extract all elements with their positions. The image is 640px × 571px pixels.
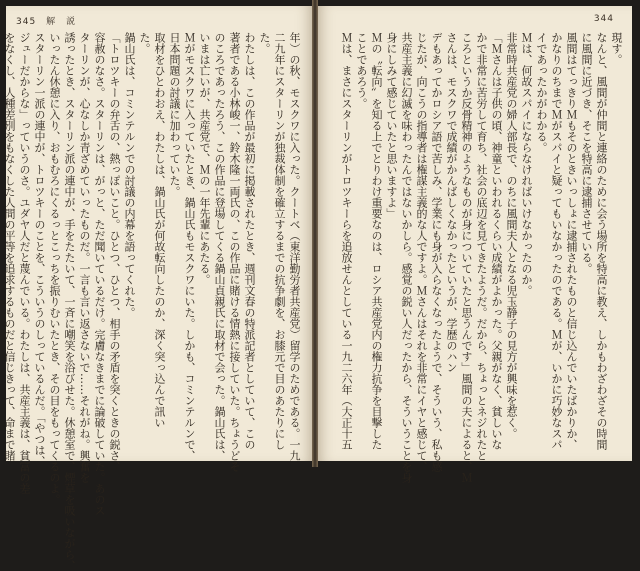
- text-column: Ｍの〝転向〟を知る上でとりわけ重要なのは、ロシア共産党内の権力抗争を目撃した: [370, 32, 383, 450]
- text-column: ジューだからな」っていうのさ。ユダヤ人だと蔑んでいる。わたしは、共産主義は、貧富の差: [18, 32, 31, 494]
- text-column: た。: [258, 32, 271, 54]
- text-column: ことであろう。: [355, 32, 368, 109]
- text-column: Ｍがモスクワに入っていたとき、鍋山氏もモスクワにいた。しかも、コミンテルンで、: [183, 32, 196, 461]
- text-column: 「Ｍさんは子供の頃、神童といわれるくらい成績がよかった。父親がなく、貧しいな: [490, 32, 503, 450]
- text-column: をなくし、人種差別をもなくした人間の平等を追求するものだと信じきって、命まで賭: [3, 32, 16, 461]
- text-column: た。: [138, 32, 151, 54]
- text-column: なんと、風間が仲間と連絡のために会う場所を特高に教え、しかもわざわざその時間: [595, 32, 608, 450]
- text-column: 風間はてっきりＭもそのときいっしょに逮捕されたものと信じ込んでいたばかりか、: [565, 32, 578, 450]
- text-column: わたしは、この作品が最初に掲載されたとき、週刊文春の特派記者としていて、この: [243, 32, 256, 450]
- text-column: じたが、向こうの指導者は権謀主義的な人ですよ。Ｍさんはそれを非常にイヤと感じて、: [415, 32, 428, 472]
- text-column: Ｍは、何故スパイにならなければいけなかったのか。: [520, 32, 533, 296]
- left-page: [3, 6, 312, 571]
- text-column: 年）の秋、モスクワに入った。クートベ（東洋勤労者共産党）留学のためである。一九: [288, 32, 301, 461]
- text-column: 鍋山氏は、コミンテルンでの討議の内幕を語ってくれた。: [123, 32, 136, 318]
- text-column: イであったかがわかる。: [535, 32, 548, 153]
- left-page-number: 345: [16, 17, 37, 27]
- left-page-header: [16, 14, 82, 27]
- text-column: ターリンが、心なしか青ざめていったものだ。一言も言い返さないで……それがね。興奮を: [78, 32, 91, 483]
- text-column: 共産主義に幻滅を味わったんではないかしら。感覚の鋭い人だったから、そういうことを身: [400, 32, 413, 483]
- text-column: ころというか反骨精神のようなものが身についていたと思うんです」風間の夫によると、Ｍ: [460, 32, 473, 483]
- right-page-text: [328, 32, 624, 483]
- right-page-number: 344: [593, 14, 614, 24]
- text-column: かなりのちまでＭがスパイと疑ってもいなかったのである。Ｍが、いかに巧妙なスパ: [550, 32, 563, 450]
- text-column: いまは亡いが、共産党で、Ｍの一年先輩にあたる。: [198, 32, 211, 285]
- text-column: 誘ったとき、スターリン派の連中が、手をたたいて、一斉に嘲笑を浴びせた。休憩室で、煙草を吸いながら、: [63, 32, 76, 571]
- text-column: 現す。: [610, 32, 623, 65]
- text-column: デもあってかロシア語で苦しみ、学業にも身が入らなくなったようで、そういう、私も感: [430, 32, 443, 472]
- left-running-head: 解 説: [46, 17, 77, 27]
- text-column: のころであったろう、この作品に登場してくる鍋山貞親氏に取材で会った。鍋山氏は、: [213, 32, 226, 461]
- right-page: [318, 6, 632, 483]
- text-column: 容赦のなさ。スターリンは、がっと、ただ聞いているだけ。完膚なきまでに論破していた。あのス: [93, 32, 106, 516]
- text-column: 二九年にスターリンが独裁体制を確立するまでの抗争劇を、お膝元で目のあたりにし: [273, 32, 286, 450]
- text-column: 非常時共産党の婦人部長で、のちに風間夫人となる児玉静子の見方が興味を惹く。: [505, 32, 518, 439]
- text-column: に風間に近づき、そこを特高に逮捕させている。: [580, 32, 593, 274]
- text-column: いったん休憩に入り、おもむろにくるっとこっちを振りむいたとき、その目をもってくるのよ。: [48, 32, 61, 505]
- text-column: 日本問題の討議に加わっていた。: [168, 32, 181, 197]
- text-column: 身にしみて感じていたと思いますよ」: [385, 32, 398, 219]
- text-column: スターリン一派の連中が、トロツキーのことを、こういうのしっているんだ。「やつは、: [33, 32, 46, 467]
- text-column: さんは、モスクワで成績がかんばしくなかったというが、学歴のハン: [445, 32, 458, 373]
- text-column: 取材をひとわおえ、わたしは、鍋山氏が何故転向したのか、深く突っ込んで訊い: [153, 32, 166, 428]
- text-column: 「トロツキーの弁舌の、熱っぽいこと。ひとつ、ひとつ、相手の矛盾を突くときの鋭さ、: [108, 32, 121, 472]
- text-column: 著者である小林峻一、鈴木隆一両氏の、この作品に賭ける情熱に接していた。ちょうどそ: [228, 32, 241, 472]
- text-column: Ｍは、まさにスターリンがトロツキーらを追放せんとしている一九二六年（大正十五: [340, 32, 353, 450]
- right-page-header: [594, 14, 620, 24]
- left-page-text: [3, 32, 302, 571]
- text-column: かで非常に苦労して育ち、社会の底辺を見てきたようだ。だから、ちょっとネジれたと: [475, 32, 488, 461]
